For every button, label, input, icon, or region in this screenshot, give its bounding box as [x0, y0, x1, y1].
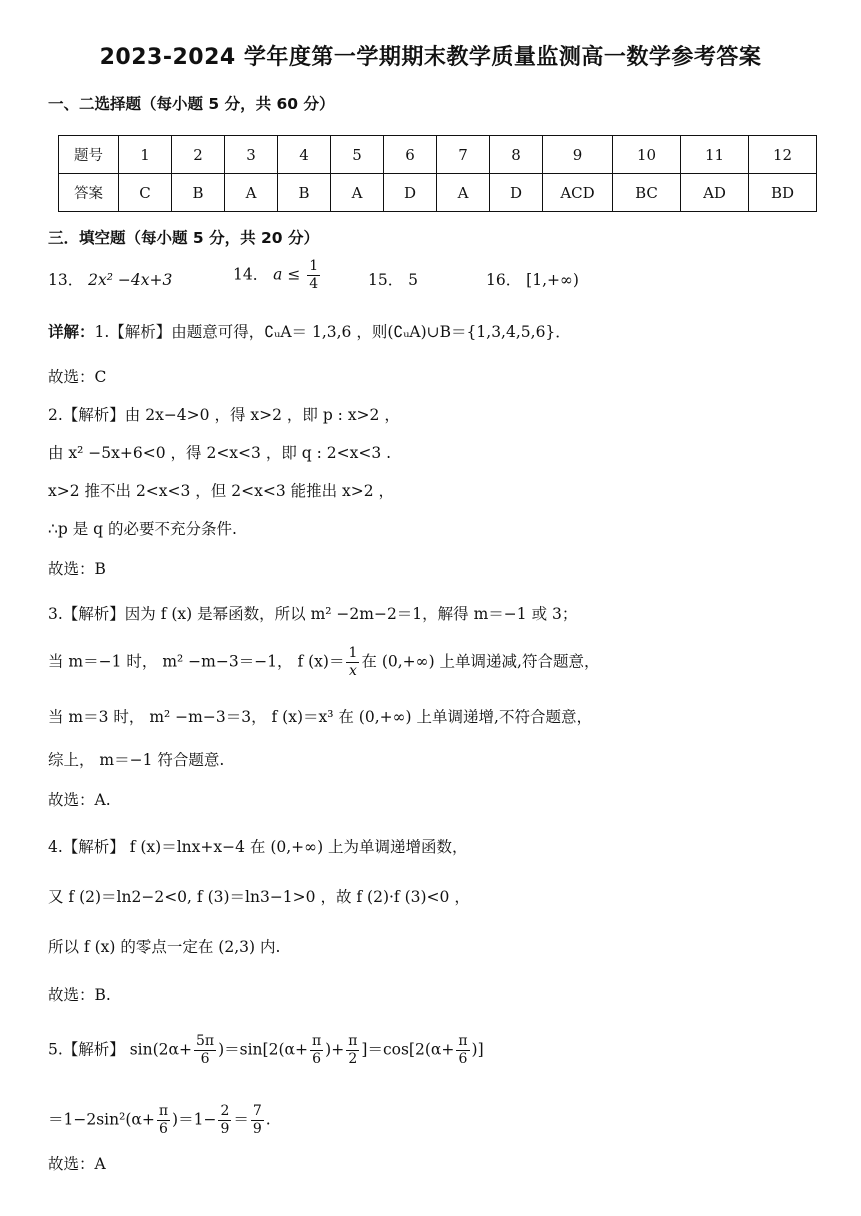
table-cell: 6: [384, 136, 437, 174]
answer-table: [58, 135, 817, 212]
q5-fraction: [310, 1033, 323, 1068]
q5-text: )＝1−: [172, 1110, 217, 1129]
table-cell: 1: [119, 136, 172, 174]
table-cell: AD: [681, 174, 749, 212]
table-cell: 7: [437, 136, 490, 174]
page-title: 2023-2024 学年度第一学期期末教学质量监测高一数学参考答案: [99, 45, 762, 70]
table-cell: 11: [681, 136, 749, 174]
q4-line-3: 所以 f (x) 的零点一定在 (2,3) 内.: [48, 938, 281, 956]
frac-numerator: 2: [220, 1103, 230, 1119]
frac-denominator: x: [348, 663, 357, 679]
table-cell: D: [490, 174, 543, 212]
frac-numerator: π: [158, 1103, 169, 1119]
q5-fraction: [157, 1103, 170, 1138]
q5-line-1: [48, 1033, 484, 1068]
frac-numerator: 7: [252, 1103, 262, 1119]
table-cell: 3: [225, 136, 278, 174]
q2-line-3: x>2 推不出 2<x<3 ，但 2<x<3 能推出 x>2 ，: [48, 482, 395, 500]
q2-line-1: 2.【解析】由 2x−4>0 ，得 x>2 ，即 p : x>2 ，: [48, 406, 400, 424]
q1-choice: 故选：C: [48, 368, 107, 386]
q15-answer: 5: [408, 271, 419, 289]
fill-q15: [368, 268, 418, 292]
table-cell: 9: [543, 136, 613, 174]
frac-denominator: 4: [309, 276, 319, 292]
q5-fraction: [346, 1033, 359, 1068]
q16-answer: [1,+∞): [526, 271, 579, 289]
table-cell: A: [225, 174, 278, 212]
frac-numerator: π: [311, 1033, 322, 1049]
frac-denominator: 2: [348, 1051, 358, 1067]
q14-fraction: [307, 258, 320, 293]
frac-denominator: 9: [220, 1121, 230, 1137]
table-cell: A: [331, 174, 384, 212]
table-cell: 2: [172, 136, 225, 174]
q4-line-1: 4.【解析】 f (x)＝lnx+x−4 在 (0,+∞) 上为单调递增函数，: [48, 838, 468, 856]
q3-line-2-end: 在 (0,+∞) 上单调递减,符合题意，: [361, 652, 600, 671]
q2-line-4: ∴p 是 q 的必要不充分条件.: [48, 520, 237, 538]
q5-text: 5.【解析】 sin(2α+: [48, 1040, 192, 1059]
frac-denominator: 6: [458, 1051, 468, 1067]
q14-number: 14．: [233, 265, 269, 284]
detail-prefix: 详解：: [48, 323, 95, 341]
table-row-numbers: [59, 136, 817, 174]
q5-fraction: [218, 1103, 231, 1138]
q14-lhs: a ≤: [273, 265, 301, 284]
frac-numerator: 5π: [195, 1033, 215, 1049]
table-cell: 4: [278, 136, 331, 174]
row-label: 题号: [59, 136, 119, 174]
frac-denominator: 9: [252, 1121, 262, 1137]
q5-text: )＝sin[2(α+: [218, 1040, 308, 1059]
table-cell: A: [437, 174, 490, 212]
table-row-answers: [59, 174, 817, 212]
q13-number: 13．: [48, 271, 84, 289]
q5-text: ＝: [233, 1110, 249, 1129]
frac-denominator: 6: [200, 1051, 210, 1067]
frac-denominator: 6: [158, 1121, 168, 1137]
q1-text: 1.【解析】由题意可得，∁ᵤA＝ 1,3,6 ，则(∁ᵤA)∪B＝{1,3,4,5,6}．: [94, 323, 571, 341]
q4-line-2: 又 f (2)＝ln2−2<0, f (3)＝ln3−1>0 ，故 f (2)·f (3)<0 ，: [48, 888, 470, 906]
table-cell: D: [384, 174, 437, 212]
q5-text: .: [265, 1110, 271, 1129]
table-cell: C: [119, 174, 172, 212]
table-cell: B: [278, 174, 331, 212]
table-cell: BD: [749, 174, 817, 212]
table-cell: 5: [331, 136, 384, 174]
table-cell: 12: [749, 136, 817, 174]
q5-text: ＝1−2sin²(α+: [48, 1110, 155, 1129]
q13-answer: 2x² −4x+3: [88, 271, 173, 289]
q5-text: ]＝cos[2(α+: [361, 1040, 455, 1059]
fill-q13: [48, 268, 172, 292]
q4-choice: 故选：B.: [48, 986, 111, 1004]
q3-fraction: [346, 645, 359, 680]
frac-numerator: π: [458, 1033, 468, 1049]
table-cell: B: [172, 174, 225, 212]
q15-number: 15．: [368, 271, 404, 289]
q2-line-2: 由 x² −5x+6<0 ，得 2<x<3 ，即 q : 2<x<3 .: [48, 444, 392, 462]
row-label: 答案: [59, 174, 119, 212]
frac-denominator: 6: [312, 1051, 322, 1067]
q1-solution: [48, 320, 571, 344]
table-cell: 10: [613, 136, 681, 174]
fill-q14: [233, 258, 322, 293]
frac-numerator: 1: [309, 258, 319, 274]
q5-fraction: [194, 1033, 216, 1068]
table-cell: BC: [613, 174, 681, 212]
q3-line-2-start: 当 m＝−1 时， m² −m−3＝−1， f (x)＝: [48, 652, 345, 671]
q3-line-2: [48, 645, 599, 680]
section-heading-choice: 一、二选择题（每小题 5 分，共 60 分）: [48, 95, 335, 113]
q16-number: 16．: [486, 271, 522, 289]
q3-line-1: 3.【解析】因为 f (x) 是幂函数，所以 m² −2m−2＝1，解得 m＝−1 或 3；: [48, 605, 578, 623]
q5-fraction: [456, 1033, 469, 1068]
q5-choice: 故选：A: [48, 1155, 106, 1173]
q3-line-3: 当 m＝3 时， m² −m−3＝3， f (x)＝x³ 在 (0,+∞) 上单调递增,不符合题意，: [48, 708, 592, 726]
q5-line-2: [48, 1103, 271, 1138]
q3-line-4: 综上， m＝−1 符合题意.: [48, 751, 225, 769]
fill-q16: [486, 268, 579, 292]
q5-fraction: [251, 1103, 264, 1138]
table-cell: 8: [490, 136, 543, 174]
q5-text: )]: [471, 1040, 484, 1059]
frac-numerator: π: [348, 1033, 358, 1049]
q3-choice: 故选：A.: [48, 791, 111, 809]
q2-choice: 故选：B: [48, 560, 106, 578]
frac-numerator: 1: [348, 645, 358, 661]
q5-text: )+: [325, 1040, 345, 1059]
table-cell: ACD: [543, 174, 613, 212]
section-heading-fill: 三．填空题（每小题 5 分，共 20 分）: [48, 229, 319, 247]
